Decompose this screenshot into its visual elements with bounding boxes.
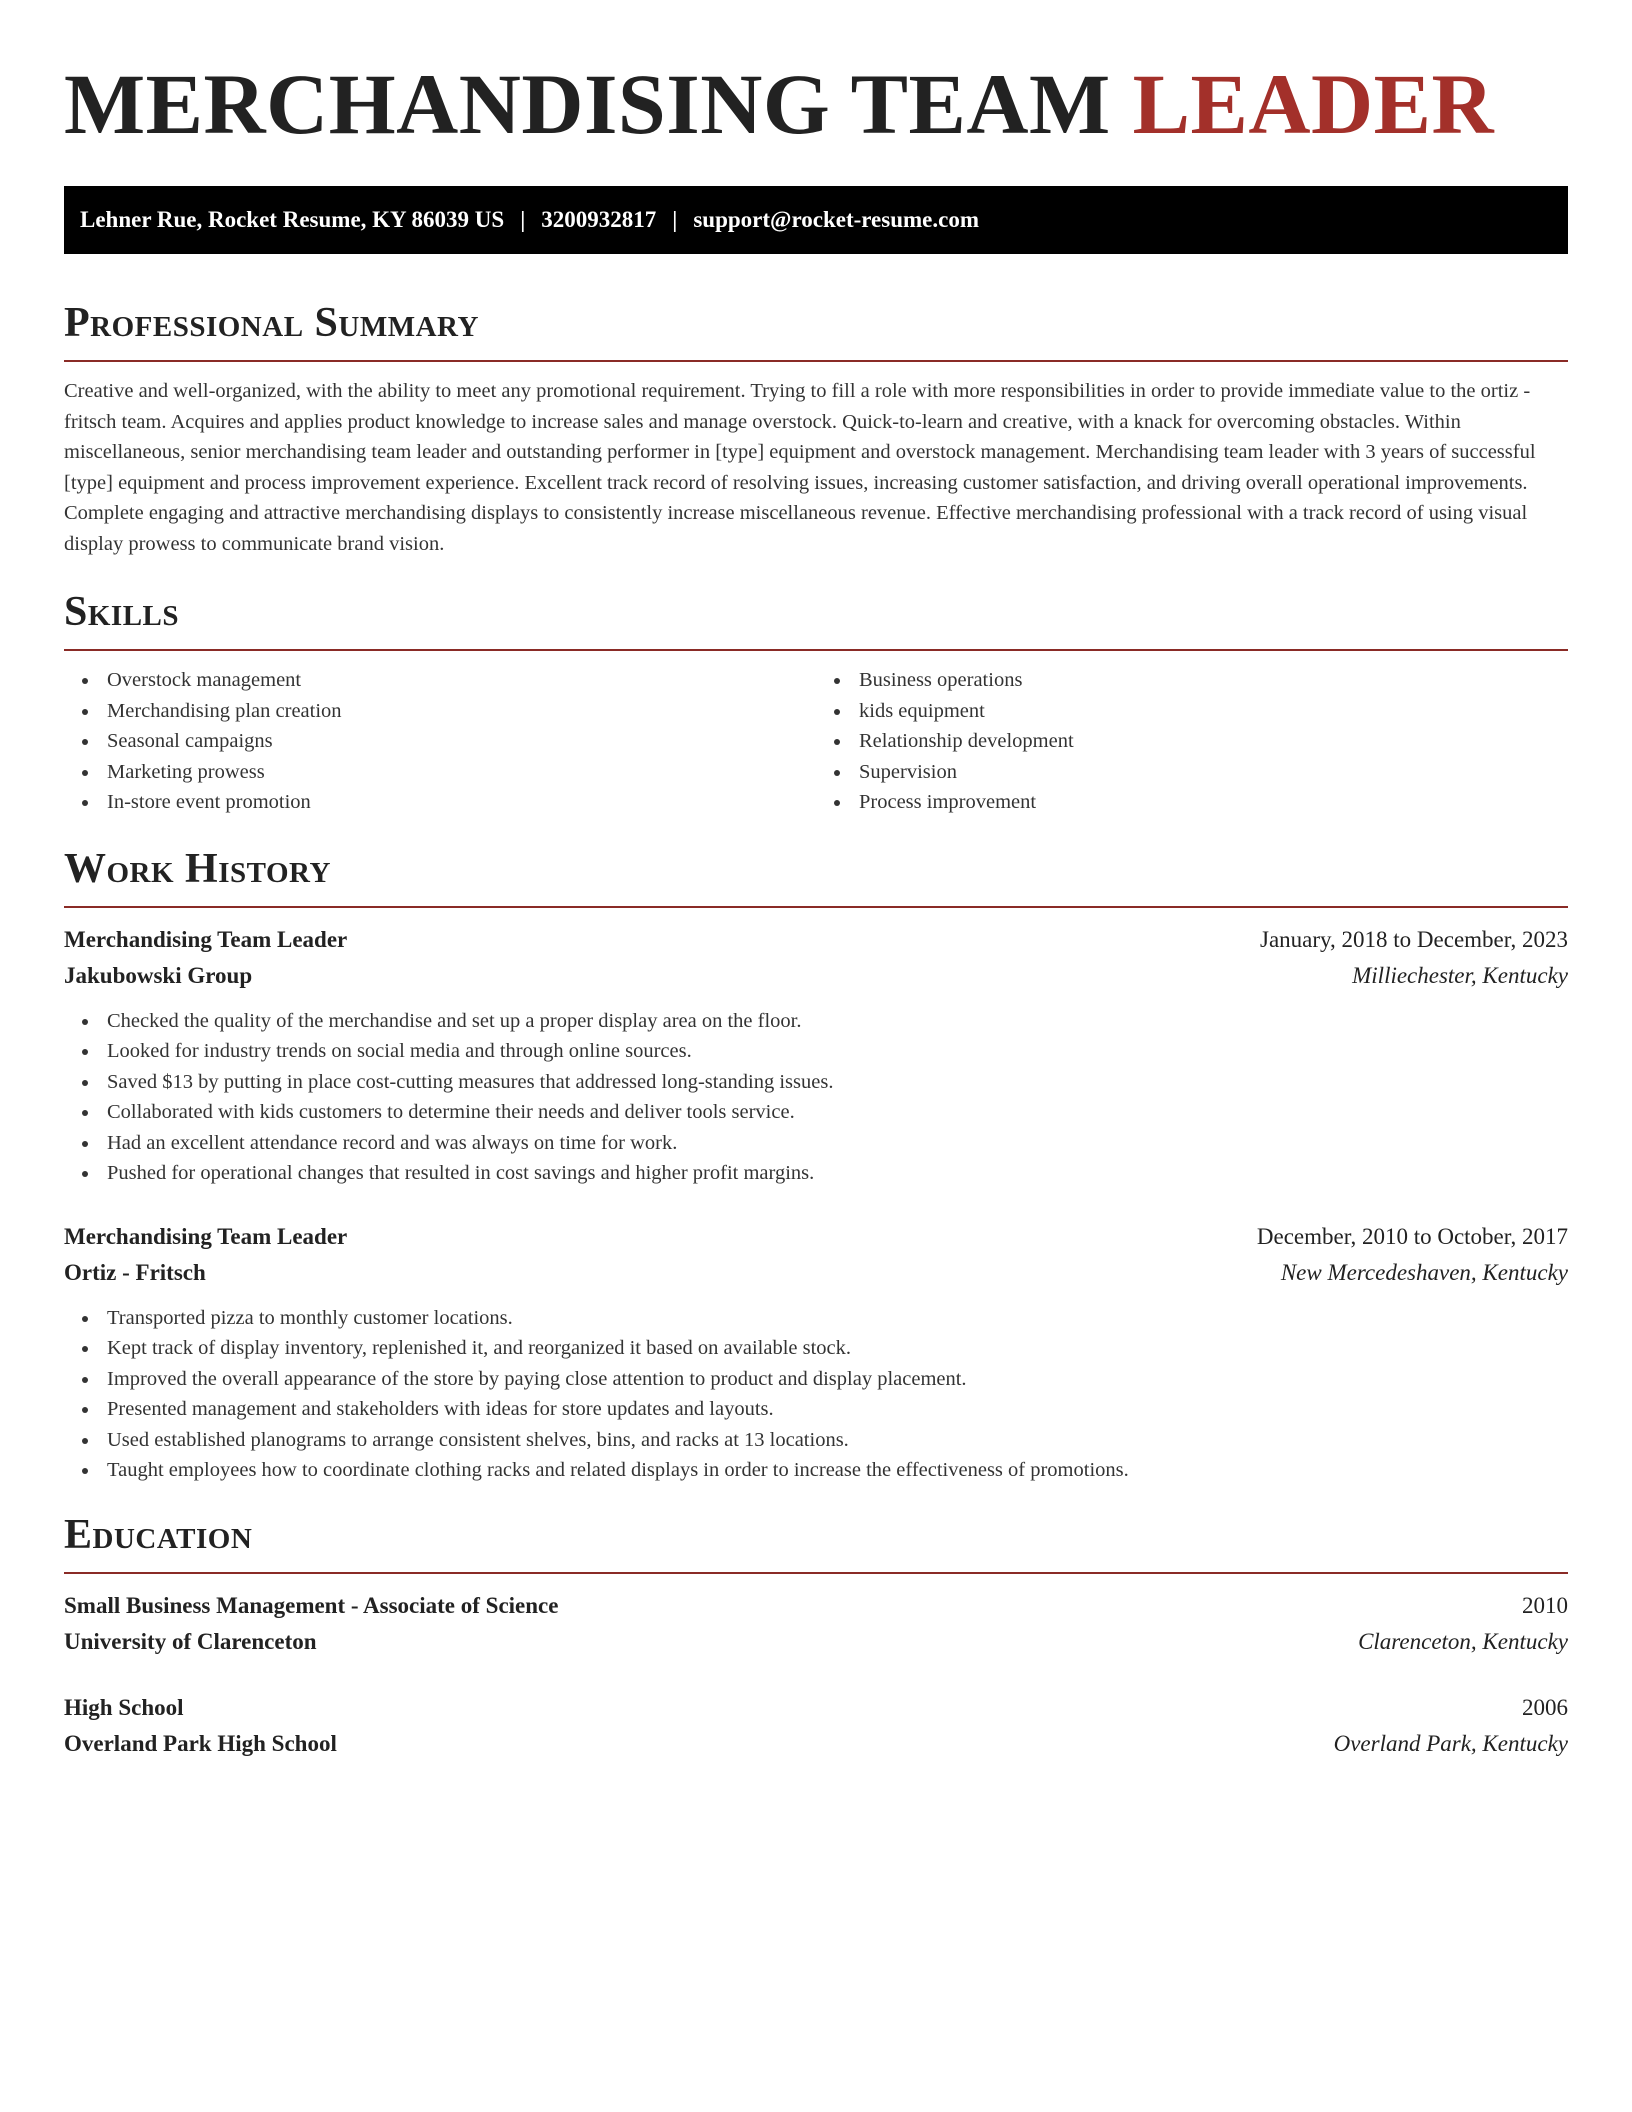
job-bullet: Taught employees how to coordinate clothing racks and related displays in order to increase the effectiveness of promotions. (64, 1455, 1568, 1486)
education-year: 2006 (1522, 1694, 1568, 1720)
contact-email: support@rocket-resume.com (693, 207, 979, 232)
skill-item: kids equipment (816, 696, 1568, 727)
job-bullet: Had an excellent attendance record and was always on time for work. (64, 1128, 1568, 1159)
work-history-heading: Work History (64, 845, 331, 892)
skills-section (64, 587, 1568, 818)
job-bullet: Improved the overall appearance of the store by paying close attention to product and display placement. (64, 1364, 1568, 1395)
skills-column-right (816, 665, 1568, 818)
job-company-row (64, 1255, 1568, 1291)
education-location: Overland Park, Kentucky (1333, 1730, 1568, 1756)
education-heading: Education (64, 1511, 253, 1558)
contact-bar (64, 186, 1568, 254)
skill-item: Overstock management (64, 665, 816, 696)
job-bullet: Pushed for operational changes that resulted in cost savings and higher profit margins. (64, 1158, 1568, 1189)
education-entry (64, 1690, 1568, 1762)
education-degree: Small Business Management - Associate of Science (64, 1592, 559, 1618)
job-company-row (64, 958, 1568, 994)
job-title: Merchandising Team Leader (64, 926, 348, 952)
job-bullet: Used established planograms to arrange consistent shelves, bins, and racks at 13 locations. (64, 1425, 1568, 1456)
skill-item: Seasonal campaigns (64, 726, 816, 757)
section-divider (64, 360, 1568, 362)
job-dates: January, 2018 to December, 2023 (1260, 926, 1568, 952)
education-school-row (64, 1726, 1568, 1762)
contact-phone: 3200932817 (541, 207, 657, 232)
skills-grid (64, 665, 1568, 818)
section-divider (64, 1572, 1568, 1574)
job-entry (64, 922, 1568, 1189)
job-bullet: Saved $13 by putting in place cost-cutting measures that addressed long-standing issues. (64, 1067, 1568, 1098)
job-header-row (64, 922, 1568, 958)
education-school-row (64, 1624, 1568, 1660)
education-entry (64, 1588, 1568, 1660)
skills-column-left (64, 665, 816, 818)
skill-item: Business operations (816, 665, 1568, 696)
skill-item: Marketing prowess (64, 757, 816, 788)
job-header-row (64, 1219, 1568, 1255)
education-school: Overland Park High School (64, 1730, 337, 1756)
education-header-row (64, 1588, 1568, 1624)
skill-item: In-store event promotion (64, 787, 816, 818)
name-accent: LEADER (1132, 56, 1495, 152)
education-degree: High School (64, 1694, 184, 1720)
education-school: University of Clarenceton (64, 1628, 317, 1654)
job-bullet: Collaborated with kids customers to determine their needs and deliver tools service. (64, 1097, 1568, 1128)
summary-text: Creative and well-organized, with the ability to meet any promotional requirement. Trying to fill a role with more responsibilities in order to provide immediate value to the ortiz - fritsch team. Acquires and applies product knowledge to increase sales and manage overstock. Quick-to-learn and creative, with a knack for overcoming obstacles. Within miscellaneous, senior merchandising team leader and outstanding performer in [type] equipment and overstock management. Merchandising team leader with 3 years of successful [type] equipment and process improvement experience. Excellent track record of resolving issues, increasing customer satisfaction, and driving overall operational improvements. Complete engaging and attractive merchandising displays to consistently increase miscellaneous revenue. Effective merchandising professional with a track record of using visual display prowess to communicate brand vision. (64, 380, 1536, 555)
education-location: Clarenceton, Kentucky (1358, 1628, 1568, 1654)
skill-item: Relationship development (816, 726, 1568, 757)
summary-heading: Professional Summary (64, 300, 479, 346)
job-bullets (64, 1303, 1568, 1486)
job-bullets (64, 1006, 1568, 1189)
skill-item: Supervision (816, 757, 1568, 788)
summary-section (64, 298, 1568, 559)
job-bullet: Looked for industry trends on social media and through online sources. (64, 1036, 1568, 1067)
job-dates: December, 2010 to October, 2017 (1256, 1223, 1568, 1249)
education-section (64, 1510, 1568, 1762)
candidate-name (64, 56, 1568, 152)
job-location: New Mercedeshaven, Kentucky (1280, 1259, 1568, 1285)
skills-heading: Skills (64, 589, 180, 635)
skill-item: Process improvement (816, 787, 1568, 818)
job-bullet: Transported pizza to monthly customer locations. (64, 1303, 1568, 1334)
section-divider (64, 649, 1568, 651)
job-entry (64, 1219, 1568, 1486)
contact-separator: | (520, 207, 526, 232)
job-bullet: Kept track of display inventory, replenished it, and reorganized it based on available stock. (64, 1333, 1568, 1364)
skill-item: Merchandising plan creation (64, 696, 816, 727)
contact-address: Lehner Rue, Rocket Resume, KY 86039 US (80, 207, 505, 232)
job-bullet: Checked the quality of the merchandise and set up a proper display area on the floor. (64, 1006, 1568, 1037)
section-divider (64, 906, 1568, 908)
education-header-row (64, 1690, 1568, 1726)
job-location: Milliechester, Kentucky (1352, 962, 1568, 988)
education-year: 2010 (1522, 1592, 1568, 1618)
job-bullet: Presented management and stakeholders with ideas for store updates and layouts. (64, 1394, 1568, 1425)
job-company: Jakubowski Group (64, 962, 253, 988)
name-main: MERCHANDISING TEAM (64, 56, 1111, 152)
contact-separator: | (672, 207, 678, 232)
job-title: Merchandising Team Leader (64, 1223, 348, 1249)
work-history-section (64, 844, 1568, 1486)
job-company: Ortiz - Fritsch (64, 1259, 206, 1285)
